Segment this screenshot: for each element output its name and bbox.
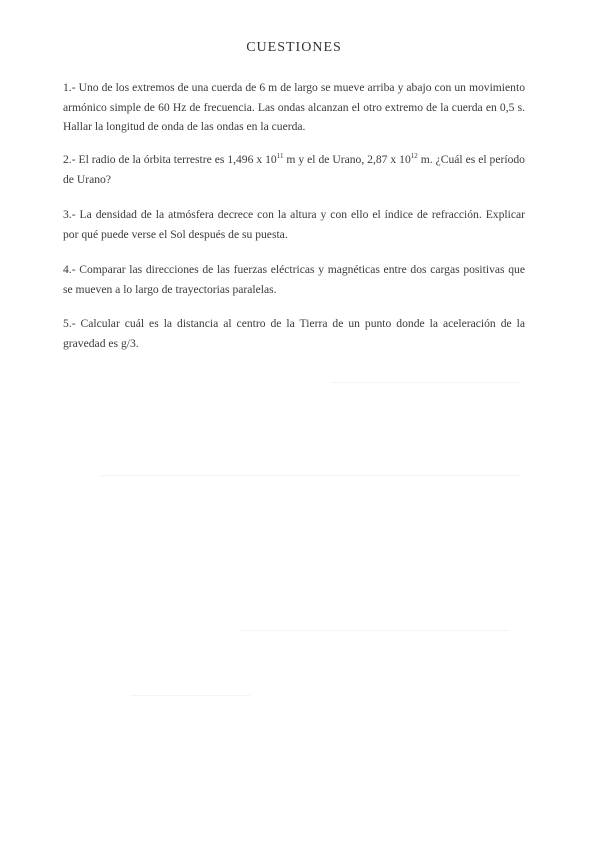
question-4: 4.- Comparar las direcciones de las fuerzas eléctricas y magnéticas entre dos cargas positivas que se mueven a lo largo de trayectorias paralelas. [63, 263, 525, 296]
question-2-exponent-a: 11 [276, 152, 284, 161]
question-1: 1.- Uno de los extremos de una cuerda de 6 m de largo se mueve arriba y abajo con un movimiento armónico simple de 60 Hz de frecuencia. Las ondas alcanzan el otro extremo de la cuerda en 0,5 s. Hallar la longitud de onda de las ondas en la cuerda. [63, 81, 525, 133]
scan-artifact [330, 382, 520, 383]
question-3: 3.- La densidad de la atmósfera decrece con la altura y con ello el índice de refracción. Explicar por qué puede verse el Sol después de su puesta. [63, 208, 525, 241]
question-2-text-c: m. ¿Cuál es el período de Urano? [63, 153, 525, 186]
question-2-text-b: m y el de Urano, 2,87 x 10 [283, 153, 411, 166]
page-title: CUESTIONES [246, 40, 342, 55]
scan-artifact [240, 630, 510, 631]
question-5: 5.- Calcular cuál es la distancia al centro de la Tierra de un punto donde la aceleración de la gravedad es g/3. [63, 317, 525, 350]
question-2-exponent-b: 12 [410, 152, 418, 161]
scan-artifact [130, 695, 250, 696]
question-2-text-a: 2.- El radio de la órbita terrestre es 1,496 x 10 [63, 153, 277, 166]
scan-artifact [100, 475, 520, 476]
question-2 [63, 150, 525, 189]
